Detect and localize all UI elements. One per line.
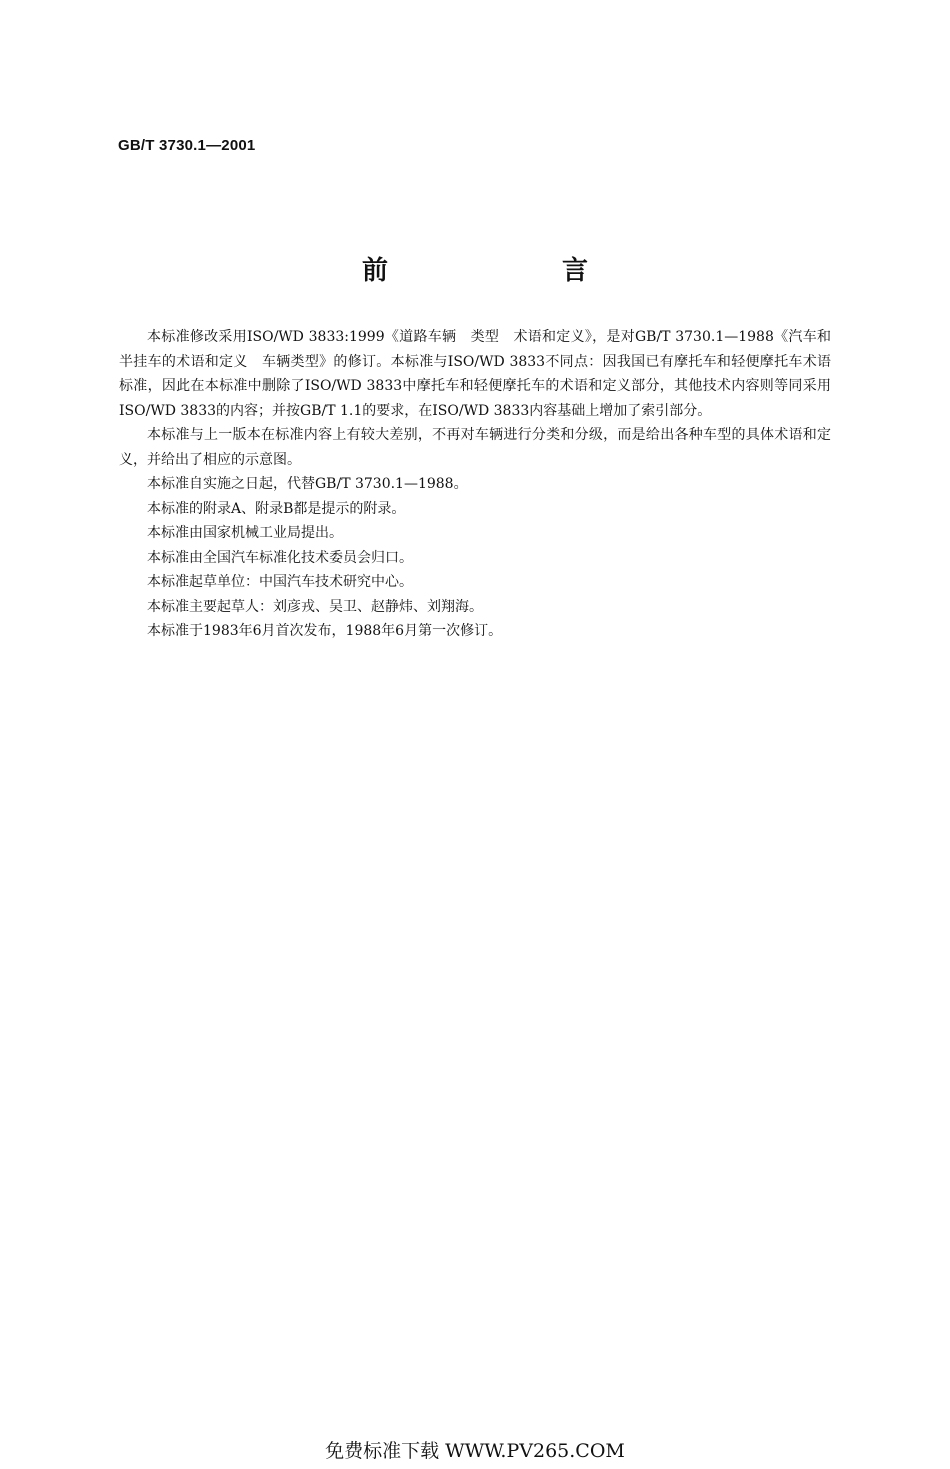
paragraph-history: 本标准于1983年6月首次发布，1988年6月第一次修订。 bbox=[147, 623, 503, 639]
paragraph-adoption: 本标准修改采用ISO/WD 3833:1999《道路车辆 类型 术语和定义》，是对GB/T 3730.1—1988《汽车和半挂车的术语和定义 车辆类型》的修订。本标准与ISO/WD 3833不同点：因我国已有摩托车和轻便摩托车术语标准，因此在本标准中删除了ISO/WD 3833中摩托车和轻便摩托车的术语和定义部分，其他技术内容则等同采用ISO/WD 3833的内容；并按GB/T 1.1的要求，在ISO/WD 3833内容基础上增加了索引部分。 bbox=[119, 329, 831, 419]
paragraph-proposer: 本标准由国家机械工业局提出。 bbox=[147, 525, 343, 541]
paragraph-differences: 本标准与上一版本在标准内容上有较大差别，不再对车辆进行分类和分级，而是给出各种车型的具体术语和定义，并给出了相应的示意图。 bbox=[119, 427, 831, 468]
paragraph-drafting-unit: 本标准起草单位：中国汽车技术研究中心。 bbox=[147, 574, 413, 590]
foreword-body bbox=[119, 325, 831, 644]
paragraph-annexes: 本标准的附录A、附录B都是提示的附录。 bbox=[147, 500, 406, 517]
paragraph-drafters: 本标准主要起草人：刘彦戎、吴卫、赵静炜、刘翔海。 bbox=[147, 598, 483, 615]
download-watermark: 免费标准下载 WWW.PV265.COM bbox=[325, 1440, 625, 1462]
paragraph-committee: 本标准由全国汽车标准化技术委员会归口。 bbox=[147, 549, 413, 566]
paragraph-replacement: 本标准自实施之日起，代替GB/T 3730.1—1988。 bbox=[147, 476, 468, 492]
page-title: 前 言 bbox=[361, 256, 662, 286]
standard-number: GB/T 3730.1—2001 bbox=[118, 137, 256, 154]
